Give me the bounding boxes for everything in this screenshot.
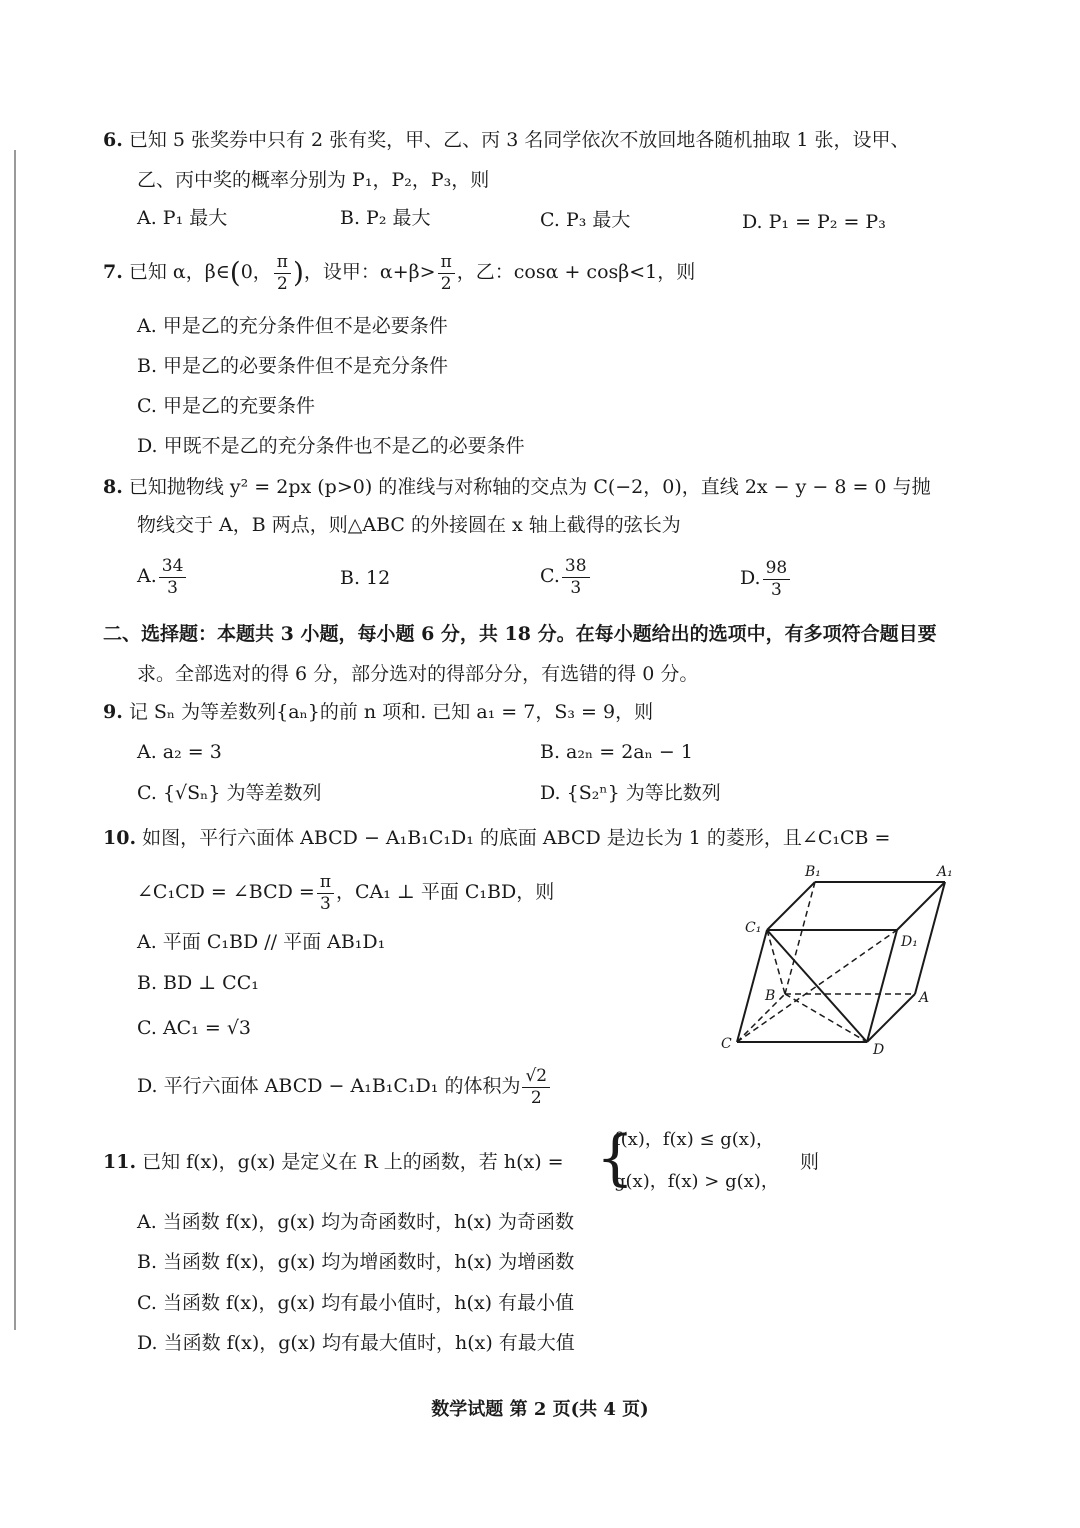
fraction-numerator: π bbox=[274, 254, 291, 274]
question-8-line-1 bbox=[103, 467, 931, 507]
question-text: ，乙：cosα + cosβ<1，则 bbox=[456, 261, 696, 283]
question-7-line-1 bbox=[103, 252, 695, 293]
question-text: ，CA₁ ⊥ 平面 C₁BD，则 bbox=[336, 881, 555, 903]
option-b: B. 当函数 f(x)，g(x) 均为增函数时，h(x) 为增函数 bbox=[137, 1251, 575, 1273]
question-6-line-2: 乙、丙中奖的概率分别为 P₁，P₂，P₃，则 bbox=[137, 169, 490, 191]
option-label: C. bbox=[540, 565, 560, 587]
piecewise-case-2: g(x)，f(x) > g(x)， bbox=[614, 1171, 779, 1192]
piecewise-case-1: f(x)，f(x) ≤ g(x)， bbox=[614, 1129, 774, 1150]
option-label: D. bbox=[740, 567, 761, 589]
question-text: 已知 α，β∈ bbox=[128, 261, 230, 283]
option-d bbox=[740, 558, 792, 599]
option-fraction bbox=[159, 555, 187, 598]
option-d: D. 甲既不是乙的充分条件也不是乙的必要条件 bbox=[137, 435, 525, 457]
vertex-label-c: C bbox=[721, 1036, 732, 1052]
question-10-line-2 bbox=[137, 872, 554, 913]
option-d: D. P₁ = P₂ = P₃ bbox=[742, 211, 886, 233]
question-text: 已知抛物线 y² = 2px (p>0) 的准线与对称轴的交点为 C(−2，0)，直线 2x − y − 8 = 0 与抛 bbox=[128, 476, 931, 498]
edge-b-b1-hidden bbox=[785, 882, 815, 994]
section-2-header-line-2: 求。全部选对的得 6 分，部分选对的得部分分，有选错的得 0 分。 bbox=[137, 663, 699, 685]
option-a: A. 甲是乙的充分条件但不是必要条件 bbox=[137, 315, 448, 337]
interval-left: 0， bbox=[240, 261, 272, 283]
fraction-pi-over-3 bbox=[317, 871, 334, 914]
option-b: B. BD ⊥ CC₁ bbox=[137, 972, 259, 994]
fraction-numerator: π bbox=[317, 874, 334, 894]
fraction-denominator: 3 bbox=[570, 577, 582, 598]
option-c: C. 甲是乙的充要条件 bbox=[137, 395, 315, 417]
question-number: 11. bbox=[103, 1151, 137, 1173]
option-b: B. a₂ₙ = 2aₙ − 1 bbox=[540, 741, 693, 763]
question-11-tail: 则 bbox=[800, 1151, 820, 1173]
option-b: B. P₂ 最大 bbox=[340, 207, 431, 229]
vertex-label-a: A bbox=[919, 990, 930, 1006]
question-text: ∠C₁CD = ∠BCD = bbox=[137, 881, 315, 903]
option-fraction bbox=[522, 1065, 550, 1108]
question-text: ，设甲：α+β> bbox=[303, 261, 436, 283]
option-c: C. P₃ 最大 bbox=[540, 209, 631, 231]
vertex-label-d: D bbox=[873, 1042, 885, 1058]
question-text: 已知 f(x)，g(x) 是定义在 R 上的函数，若 h(x) = bbox=[142, 1151, 564, 1173]
option-label: A. bbox=[137, 565, 157, 587]
question-text: 已知 5 张奖券中只有 2 张有奖，甲、乙、丙 3 名同学依次不放回地各随机抽取 1 张，设甲、 bbox=[128, 129, 910, 151]
option-fraction bbox=[763, 557, 791, 600]
interval-paren-right: ) bbox=[292, 256, 304, 289]
segment-b-d-hidden bbox=[785, 994, 867, 1042]
option-a: A. 当函数 f(x)，g(x) 均为奇函数时，h(x) 为奇函数 bbox=[137, 1211, 574, 1233]
question-number: 6. bbox=[103, 129, 123, 151]
edge-c1-c bbox=[737, 930, 767, 1042]
question-11-line-1 bbox=[103, 1142, 564, 1182]
fraction-numerator: π bbox=[438, 254, 455, 274]
option-c: C. 当函数 f(x)，g(x) 均有最小值时，h(x) 有最小值 bbox=[137, 1292, 575, 1314]
fraction-denominator: 2 bbox=[276, 273, 288, 294]
option-c: C. AC₁ = √3 bbox=[137, 1017, 252, 1039]
fraction-denominator: 2 bbox=[530, 1087, 542, 1108]
page-footer: 数学试题 第 2 页(共 4 页) bbox=[431, 1399, 649, 1420]
question-10-line-1 bbox=[103, 818, 890, 858]
fraction-numerator: 34 bbox=[159, 558, 187, 578]
question-number: 7. bbox=[103, 261, 123, 283]
option-text: D. 平行六面体 ABCD − A₁B₁C₁D₁ 的体积为 bbox=[137, 1075, 521, 1097]
question-number: 8. bbox=[103, 476, 123, 498]
option-c: C. {√Sₙ} 为等差数列 bbox=[137, 782, 322, 804]
question-text: 记 Sₙ 为等差数列{aₙ}的前 n 项和. 已知 a₁ = 7，S₃ = 9，则 bbox=[128, 701, 654, 723]
question-number: 9. bbox=[103, 701, 123, 723]
question-text: 如图，平行六面体 ABCD − A₁B₁C₁D₁ 的底面 ABCD 是边长为 1 的菱形，且∠C₁CB = bbox=[142, 827, 891, 849]
option-fraction bbox=[562, 555, 590, 598]
vertex-label-b: B bbox=[765, 988, 776, 1004]
question-8-line-2: 物线交于 A，B 两点，则△ABC 的外接圆在 x 轴上截得的弦长为 bbox=[137, 514, 681, 536]
fraction-denominator: 3 bbox=[167, 577, 178, 598]
option-d bbox=[137, 1066, 552, 1107]
segment-c1-d bbox=[767, 930, 867, 1042]
fraction-numerator: 38 bbox=[562, 558, 590, 578]
option-b: B. 甲是乙的必要条件但不是充分条件 bbox=[137, 355, 449, 377]
vertex-label-d1: D₁ bbox=[901, 934, 918, 950]
vertex-label-c1: C₁ bbox=[745, 920, 762, 936]
vertex-label-b1: B₁ bbox=[805, 864, 821, 880]
option-b: B. 12 bbox=[340, 567, 391, 589]
vertex-label-a1: A₁ bbox=[937, 864, 953, 880]
option-a: A. P₁ 最大 bbox=[137, 207, 228, 229]
binding-line bbox=[14, 150, 16, 1330]
fraction-denominator: 3 bbox=[771, 579, 782, 600]
question-6-line-1 bbox=[103, 120, 910, 160]
option-a bbox=[137, 556, 188, 597]
option-a: A. a₂ = 3 bbox=[137, 741, 222, 763]
parallelepiped-figure bbox=[715, 860, 965, 1060]
section-2-header-line-1: 二、选择题：本题共 3 小题，每小题 6 分，共 18 分。在每小题给出的选项中，有多项符合题目要 bbox=[103, 623, 937, 645]
option-d: D. 当函数 f(x)，g(x) 均有最大值时，h(x) 有最大值 bbox=[137, 1332, 575, 1354]
edge-d1-d bbox=[867, 930, 897, 1042]
question-9-line-1 bbox=[103, 692, 653, 732]
fraction-numerator: 98 bbox=[763, 560, 791, 580]
edge-a1-a bbox=[915, 882, 945, 994]
fraction-pi-over-2 bbox=[438, 251, 455, 294]
fraction-denominator: 2 bbox=[440, 273, 452, 294]
question-number: 10. bbox=[103, 827, 137, 849]
option-a: A. 平面 C₁BD // 平面 AB₁D₁ bbox=[137, 931, 386, 953]
interval-paren-left: ( bbox=[229, 256, 241, 289]
option-d: D. {S₂ⁿ} 为等比数列 bbox=[540, 782, 721, 804]
fraction-denominator: 3 bbox=[319, 893, 331, 914]
option-c bbox=[540, 556, 592, 597]
fraction-numerator: √2 bbox=[522, 1068, 550, 1088]
piecewise-brace: { bbox=[596, 1123, 635, 1193]
fraction-pi-over-2 bbox=[274, 251, 291, 294]
